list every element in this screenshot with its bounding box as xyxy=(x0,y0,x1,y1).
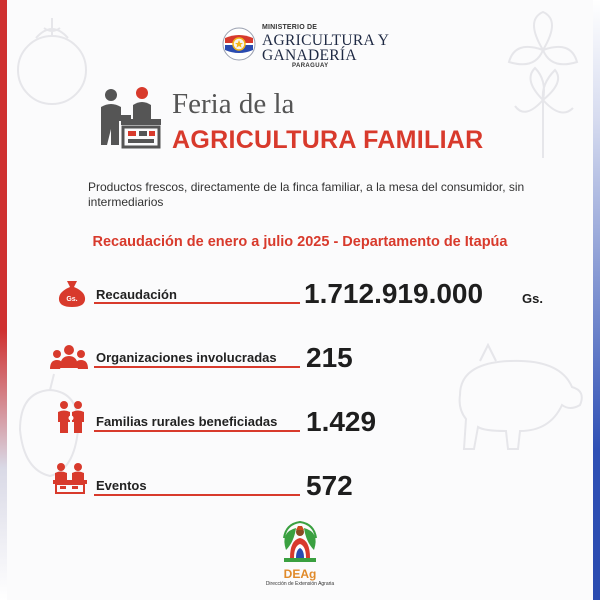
ministry-label-small: MINISTERIO DE xyxy=(262,24,318,31)
stat-value-organizaciones: 215 xyxy=(306,342,353,373)
feria-title-line1: Feria de la xyxy=(172,88,295,120)
stat-unit-recaudacion: Gs. xyxy=(522,291,543,306)
money-bag-icon xyxy=(56,278,88,308)
stat-value-eventos: 572 xyxy=(306,470,353,501)
deag-full-name: Dirección de Extensión Agraria xyxy=(265,581,335,587)
stat-label-recaudacion: Recaudación xyxy=(96,287,177,302)
ministry-name-line1: AGRICULTURA Y xyxy=(262,32,390,49)
stat-label-organizaciones: Organizaciones involucradas xyxy=(96,350,277,365)
right-flag-stripe xyxy=(593,0,600,600)
period-title: Recaudación de enero a julio 2025 - Departamento de Itapúa xyxy=(92,234,508,250)
money-bag-currency-text: Gs. xyxy=(66,296,78,303)
deag-logo-icon xyxy=(276,518,324,568)
paraguay-seal-icon xyxy=(222,27,256,61)
stat-value-familias: 1.429 xyxy=(306,406,377,437)
stat-underline-organizaciones xyxy=(94,366,300,368)
tomato-illustration-icon xyxy=(14,8,89,118)
group-icon xyxy=(50,342,88,372)
stat-label-familias: Familias rurales beneficiadas xyxy=(96,414,278,429)
deag-logo-text: DEAg xyxy=(283,567,317,581)
ministry-name-line2: GANADERÍA xyxy=(262,47,357,64)
market-vendors-icon xyxy=(95,85,165,153)
market-stall-icon xyxy=(52,462,88,494)
ministry-country: PARAGUAY xyxy=(292,63,329,69)
feria-title-line2: AGRICULTURA FAMILIAR xyxy=(172,126,484,154)
pig-illustration-icon xyxy=(440,335,590,455)
family-icon xyxy=(56,400,86,434)
stat-underline-eventos xyxy=(94,494,300,496)
stat-label-eventos: Eventos xyxy=(96,478,147,493)
subtitle-text: Productos frescos, directamente de la finca familiar, a la mesa del consumidor, sin intermediarios xyxy=(88,180,525,209)
stat-underline-recaudacion xyxy=(94,302,300,304)
left-flag-stripe xyxy=(0,0,7,600)
stat-value-recaudacion: 1.712.919.000 xyxy=(304,278,484,309)
stat-underline-familias xyxy=(94,430,300,432)
flower-illustration-icon xyxy=(495,10,590,160)
